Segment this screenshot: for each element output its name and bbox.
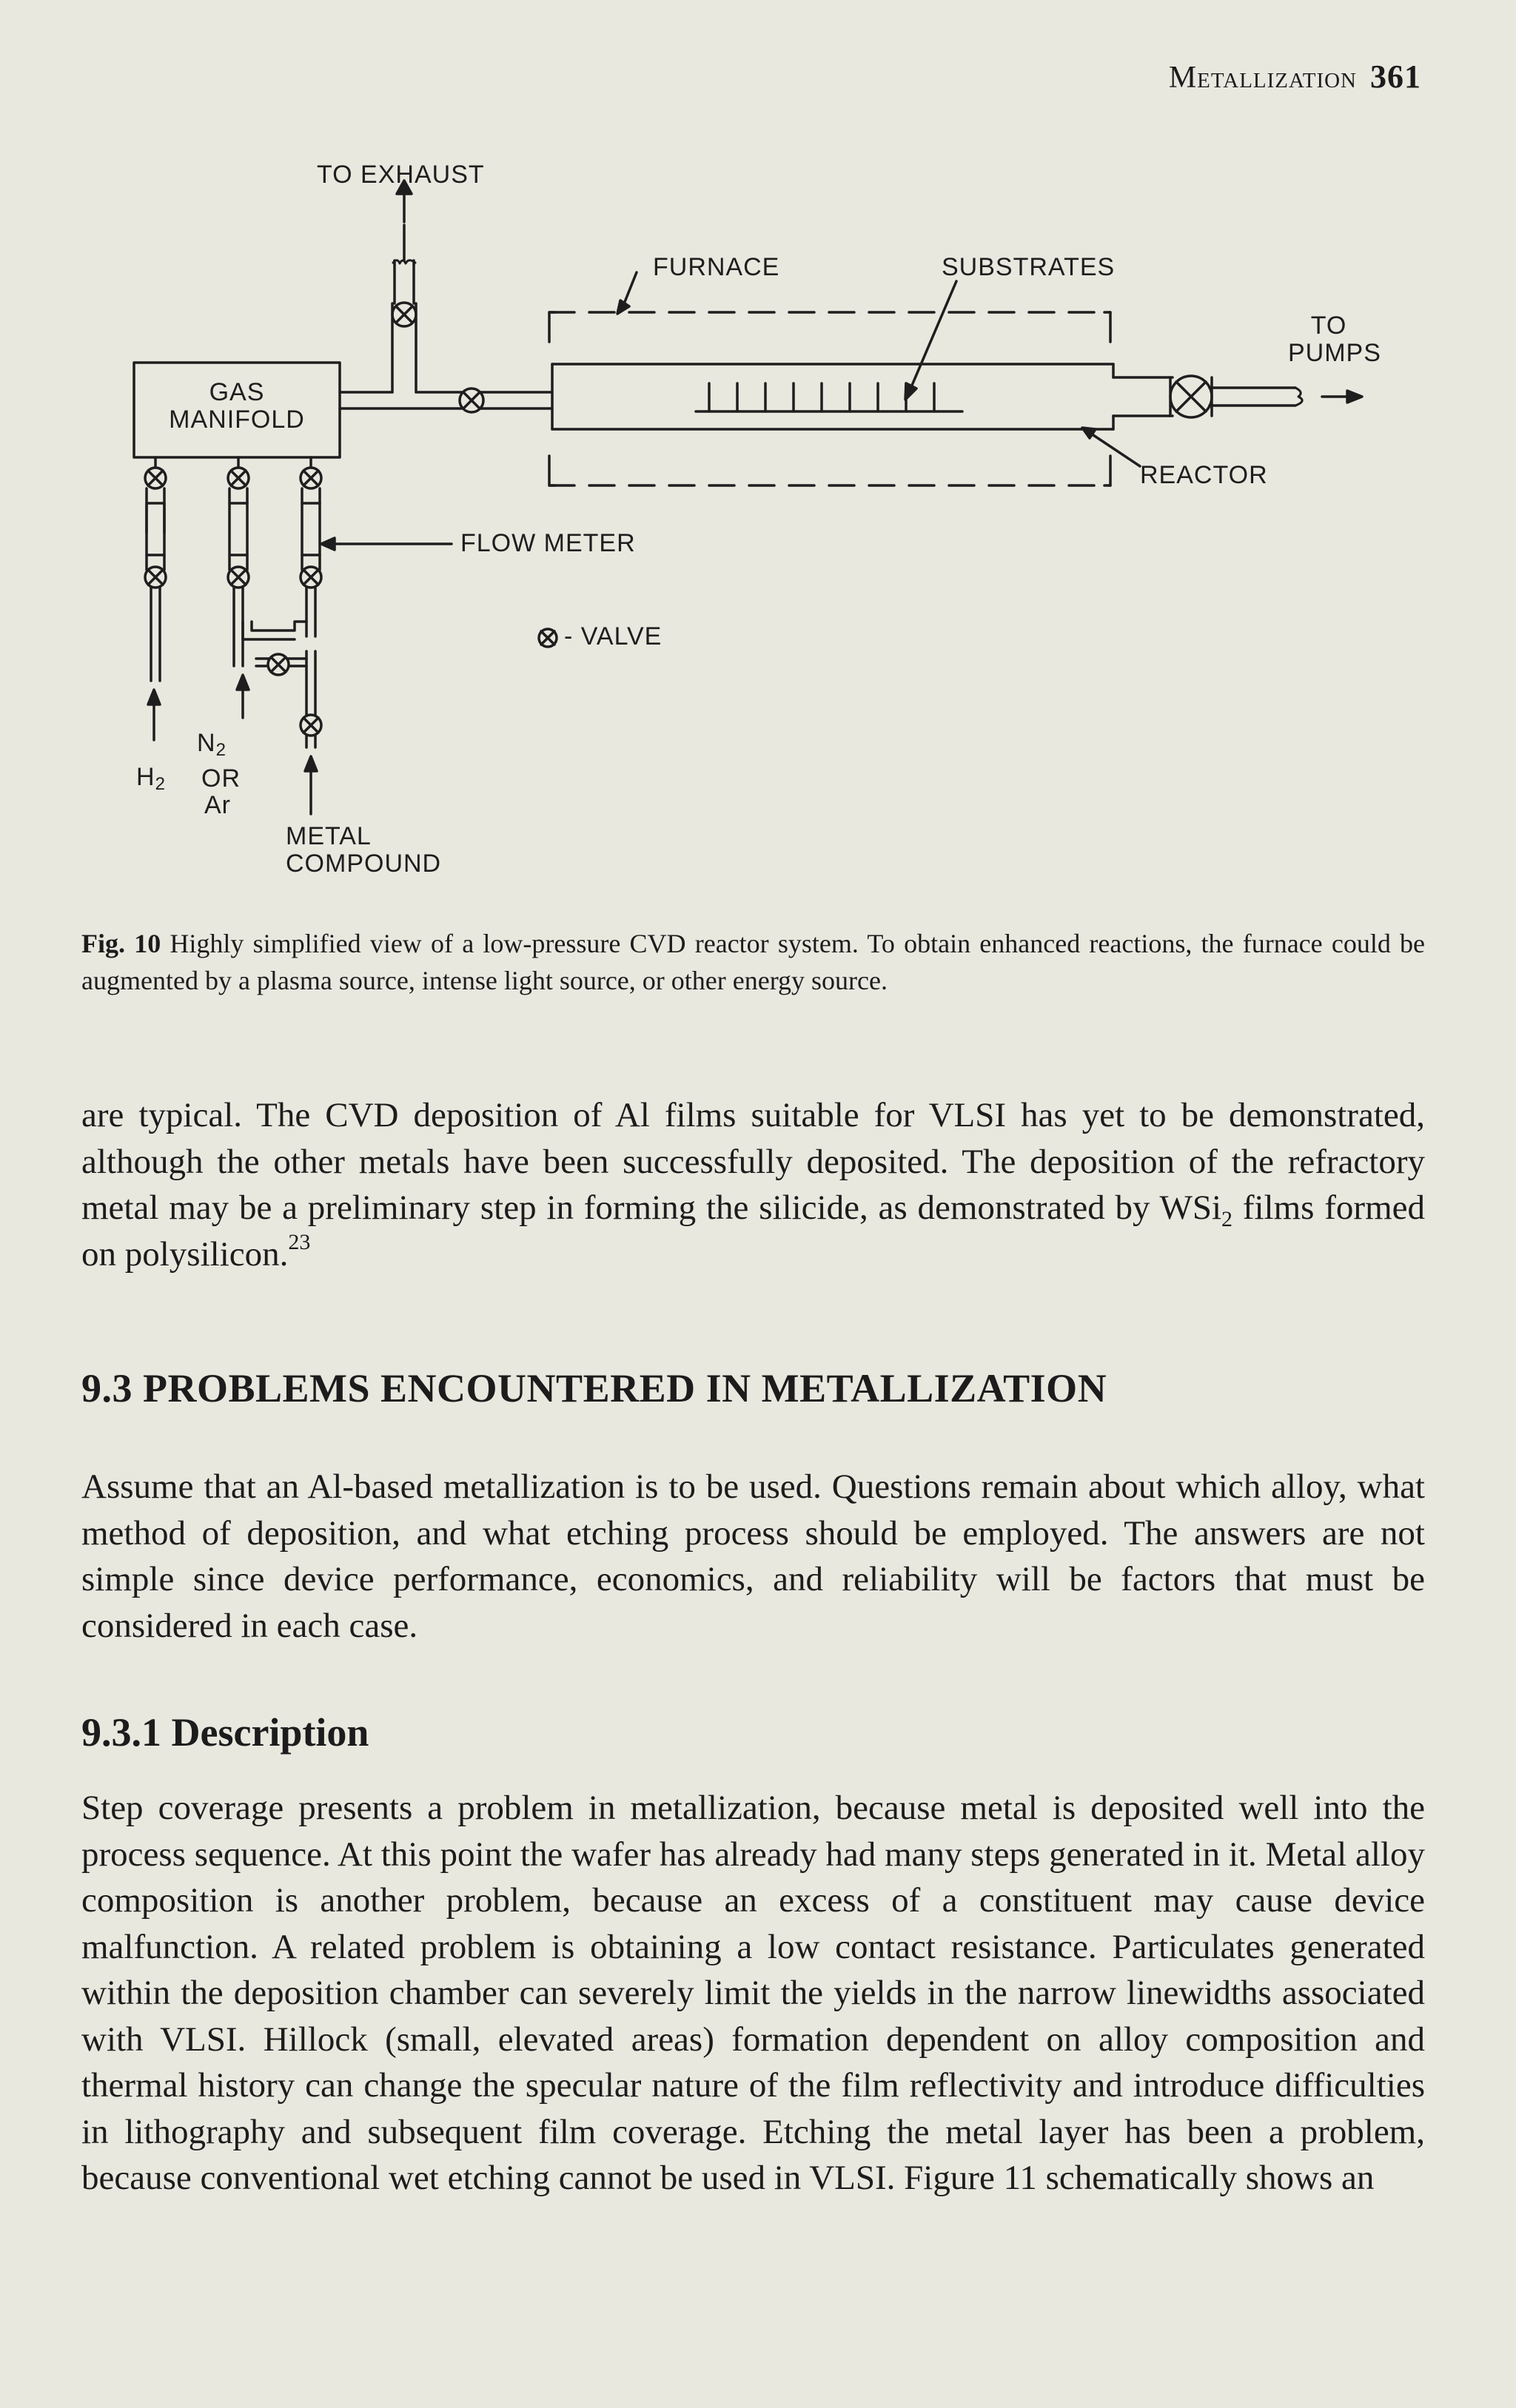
- label-gas-manifold-line1: GAS: [209, 378, 265, 406]
- flow-meter-arrow-icon: [321, 538, 335, 550]
- label-to-exhaust: TO EXHAUST: [317, 161, 485, 189]
- paragraph-problems-intro: Assume that an Al-based metallization is to be used. Questions remain about which alloy, what method of deposition, and what etching process should be employed. The answers are not simple since device performance, economics, and reliability will be factors that must be considered in each case.: [81, 1467, 1425, 1645]
- reactor-inlet-valve-icon: [460, 389, 483, 412]
- label-metal-compound-line1: METAL: [286, 822, 372, 850]
- n2-inlet-arrow-icon: [237, 675, 249, 718]
- label-h2-symbol: H: [136, 763, 155, 791]
- running-header: [1169, 58, 1421, 95]
- pump-outlet-line: [1113, 377, 1362, 416]
- valve-metal-inlet-icon: [301, 715, 321, 736]
- paragraph-description: Step coverage presents a problem in metallization, because metal is deposited well into the process sequence. At this point the wafer has already had many steps generated in it. Metal alloy composition is another problem, because an excess of a constituent may cause device malfunction. A related problem is obtaining a low contact resistance. Particulates generated within the deposition chamber can severely limit the yields in the narrow linewidths associated with VLSI. Hillock (small, elevated areas) formation dependent on alloy composition and thermal history can change the specular nature of the film reflectivity and introduce difficulties in lithography and subsequent film coverage. Etching the metal layer has been a problem, because conventional wet etching cannot be used in VLSI. Figure 11 schematically shows an: [81, 1789, 1425, 2197]
- valve-h2-top-icon: [145, 468, 166, 488]
- substrates-arrow-icon: [905, 383, 916, 400]
- pump-valve-icon: [1170, 376, 1212, 417]
- figure-caption: [81, 925, 1425, 999]
- caption-text: Highly simplified view of a low-pressure CVD reactor system. To obtain enhanced reactions, the furnace could be augmented by a plasma source, intense light source, or other energy source.: [81, 929, 1426, 995]
- label-valve-legend: - VALVE: [564, 622, 663, 650]
- label-ar: Ar: [204, 791, 231, 819]
- furnace-outline: [549, 312, 1110, 485]
- reactor-tube: [552, 364, 1113, 429]
- label-gas-manifold-line2: MANIFOLD: [169, 406, 305, 434]
- paragraph-cvd-deposition: [81, 1092, 1425, 1277]
- valve-metal-bottom-icon: [301, 567, 321, 588]
- exhaust-line: [392, 181, 416, 392]
- label-to-pumps-line1: TO: [1310, 312, 1347, 340]
- figure-cvd-reactor: [111, 148, 1406, 910]
- paragraph-cvd-text-end: films formed on polysilicon.: [81, 1188, 1425, 1274]
- valve-metal-top-icon: [301, 468, 321, 488]
- section-heading: 9.3 PROBLEMS ENCOUNTERED IN METALLIZATION: [81, 1366, 1107, 1410]
- h2-inlet-arrow-icon: [148, 690, 160, 740]
- gas-line-metal: [302, 457, 320, 747]
- paragraph-cvd-text: are typical. The CVD deposition of Al films suitable for VLSI has yet to be demonstrated, although the other metals have been successfully deposited. The deposition of the refractory metal may be a preliminary step in forming the silicide, as demonstrated by WSi: [81, 1096, 1425, 1227]
- label-n2: [197, 730, 227, 760]
- manifold-outlet-line: [340, 392, 552, 408]
- valve-legend-icon: [539, 629, 557, 647]
- page-number: 361: [1370, 58, 1421, 95]
- to-pumps-arrow-icon: [1347, 391, 1362, 403]
- furnace-arrow-icon: [617, 300, 629, 314]
- label-reactor: REACTOR: [1140, 461, 1268, 489]
- running-title: Metallization: [1168, 61, 1357, 95]
- metal-inlet-arrow-icon: [305, 756, 317, 814]
- label-metal-compound: [286, 823, 441, 878]
- label-metal-compound-line2: COMPOUND: [286, 850, 442, 878]
- reactor-leader: [1087, 431, 1140, 466]
- label-h2: [136, 764, 166, 794]
- label-substrates: SUBSTRATES: [942, 253, 1116, 281]
- valve-n2-top-icon: [228, 468, 249, 488]
- label-furnace: FURNACE: [653, 253, 780, 281]
- label-to-pumps: [1288, 312, 1381, 368]
- substrates-wafers: [696, 383, 962, 411]
- furnace-brackets: [549, 312, 1110, 485]
- caption-label: Fig. 10: [81, 929, 161, 958]
- label-or: OR: [201, 764, 241, 793]
- reference-superscript: 23: [288, 1229, 311, 1254]
- exhaust-valve-icon: [392, 303, 416, 326]
- label-flow-meter: FLOW METER: [460, 529, 636, 557]
- wsi2-subscript: 2: [1221, 1207, 1233, 1231]
- label-n2-subscript: 2: [215, 740, 227, 760]
- label-n2-symbol: N: [197, 729, 216, 757]
- valve-h2-bottom-icon: [145, 567, 166, 588]
- substrates-leader: [909, 281, 956, 392]
- label-to-pumps-line2: PUMPS: [1288, 339, 1381, 368]
- label-gas-manifold: [135, 379, 338, 434]
- valve-bypass-icon: [268, 654, 289, 675]
- label-h2-subscript: 2: [155, 774, 166, 794]
- subsection-heading: 9.3.1 Description: [81, 1710, 369, 1755]
- valve-n2-bottom-icon: [228, 567, 249, 588]
